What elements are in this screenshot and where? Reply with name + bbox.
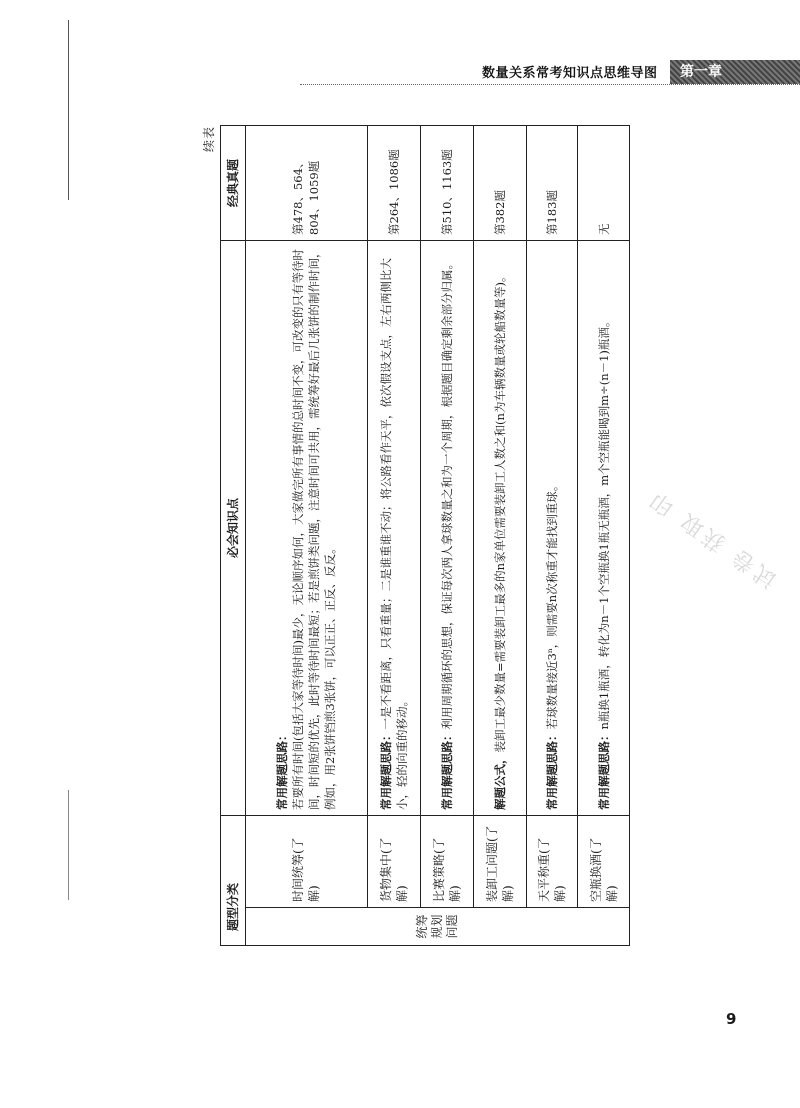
knowledge-text: 若球数量接近3ⁿ，则需要n次称重才能找到重球。	[544, 479, 559, 730]
knowledge-table	[220, 125, 630, 946]
knowledge-cell	[367, 240, 420, 815]
header-classic: 经典真题	[221, 125, 246, 240]
type-cell: 天平称重(了解)	[526, 815, 578, 907]
table-row	[420, 125, 473, 945]
knowledge-cell	[526, 240, 578, 815]
table-page	[196, 126, 783, 946]
knowledge-lead: 常用解题思路：	[378, 729, 393, 810]
knowledge-text: n瓶换1瓶酒，转化为n－1个空瓶换1瓶无瓶酒，m个空瓶能喝到m÷(n－1)瓶酒。	[596, 315, 611, 730]
type-cell: 比赛策略(了解)	[420, 815, 473, 907]
table-header-row	[221, 125, 246, 945]
table-row	[367, 125, 420, 945]
page-number: 9	[726, 1010, 737, 1028]
classic-cell: 第183题	[526, 125, 578, 240]
knowledge-lead: 常用解题思路：	[544, 729, 559, 810]
knowledge-text: 若要所有时间(包括大家等待时间)最少，无论顺序如何，大家做完所有事情的总时间不变，可改变的只有等待时间，时间短的优先，此时等待时间最短；若是煎饼类问题，注意时间可共用，需统筹好最后几张饼的制作时间，例如，用2张饼铛煎3张饼，可以正正、正反、反反。	[291, 246, 338, 810]
type-cell: 时间统筹(了解)	[246, 815, 368, 907]
knowledge-lead: 解题公式，	[492, 752, 507, 810]
chapter-badge: 第一章	[670, 60, 800, 84]
rotated-table-region	[196, 126, 783, 946]
classic-cell: 第478、564、804、1059题	[246, 125, 368, 240]
header-title: 数量关系常考知识点思维导图	[482, 66, 658, 81]
header-rule	[300, 84, 800, 85]
knowledge-text: 装卸工最少数量=需要装卸工最多的n家单位需要装卸工人数之和(n为车辆数量或轮船数量等)。	[492, 270, 507, 753]
table-row	[246, 125, 368, 945]
watermark: 试卷 获取 印	[643, 484, 783, 593]
knowledge-text: 利用周期循环的思想，保证每次两人拿球数量之和为一个周期，根据题目确定剩余部分归属。	[439, 257, 454, 730]
table-row	[473, 125, 526, 945]
type-cell: 空瓶换酒(了解)	[578, 815, 630, 907]
knowledge-lead: 常用解题思路：	[275, 729, 290, 810]
knowledge-lead: 常用解题思路：	[596, 729, 611, 810]
margin-rule-top	[68, 20, 69, 200]
knowledge-lead: 常用解题思路：	[439, 729, 454, 810]
classic-cell: 第382题	[473, 125, 526, 240]
continued-label: 续表	[202, 126, 216, 153]
category-cell: 统筹规划问题	[246, 908, 630, 946]
header-type: 题型分类	[221, 815, 246, 945]
table-row	[526, 125, 578, 945]
type-cell: 装卸工问题(了解)	[473, 815, 526, 907]
classic-cell: 无	[578, 125, 630, 240]
header-knowledge: 必会知识点	[221, 240, 246, 815]
table-row	[578, 125, 630, 945]
knowledge-cell	[473, 240, 526, 815]
classic-cell: 第264、1086题	[367, 125, 420, 240]
running-header	[482, 60, 800, 84]
knowledge-cell	[420, 240, 473, 815]
classic-cell: 第510、1163题	[420, 125, 473, 240]
knowledge-cell	[246, 240, 368, 815]
margin-rule-bottom	[68, 790, 69, 900]
type-cell: 货物集中(了解)	[367, 815, 420, 907]
knowledge-text: 一是不看距离，只看重量；二是谁重谁不动；将公路看作天平，依次假设支点，左右两侧比大小，轻的向重的移动。	[378, 257, 409, 810]
knowledge-cell	[578, 240, 630, 815]
